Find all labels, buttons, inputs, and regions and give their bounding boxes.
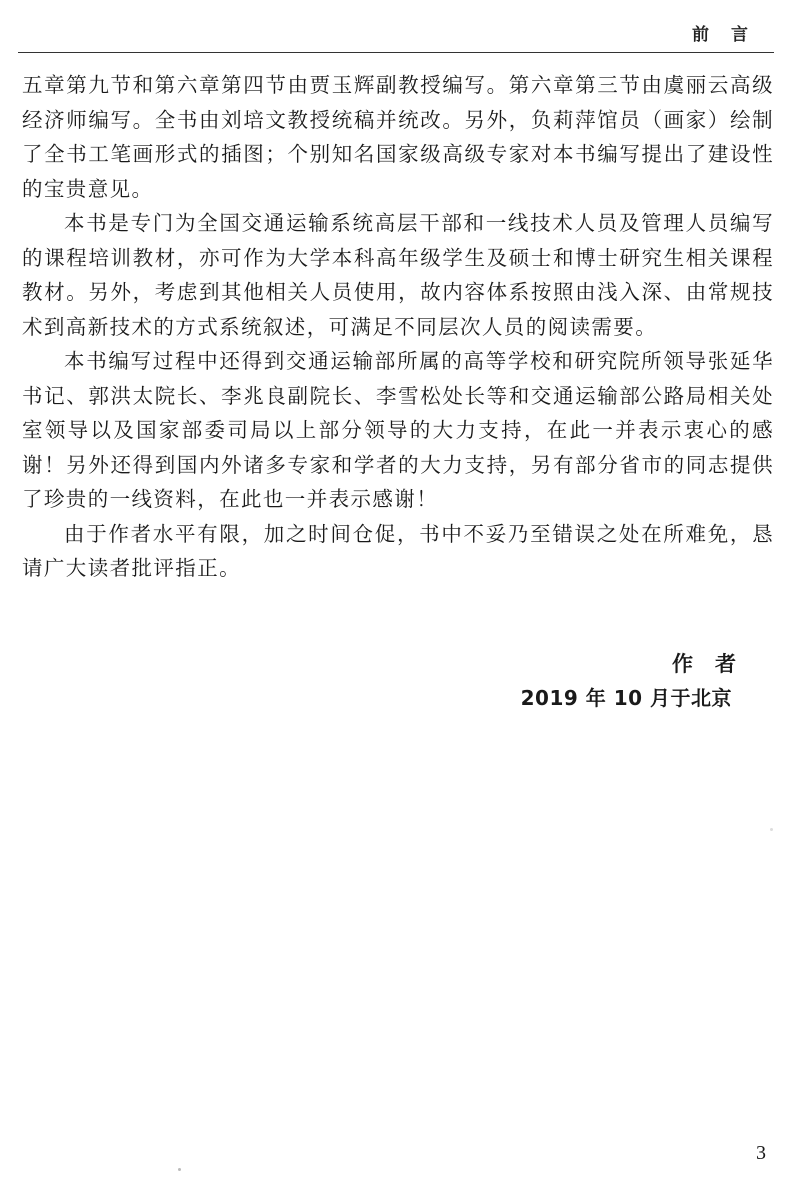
paragraph-acknowledgements: 本书编写过程中还得到交通运输部所属的高等学校和研究院所领导张延华书记、郭洪太院长、李兆良副院长、李雪松处长等和交通运输部公路局相关处室领导以及国家部委司局以上部分领导的大力支持，在此一并表示衷心的感谢！另外还得到国内外诸多专家和学者的大力支持，另有部分省市的同志提供了珍贵的一线资料，在此也一并表示感谢！ — [22, 349, 774, 511]
signature-author: 作者 — [672, 652, 758, 676]
paragraph-audience: 本书是专门为全国交通运输系统高层干部和一线技术人员及管理人员编写的课程培训教材，亦可作为大学本科高年级学生及硕士和博士研究生相关课程教材。另外，考虑到其他相关人员使用，故内容体系按照由浅入深、由常规技术到高新技术的方式系统叙述，可满足不同层次人员的阅读需要。 — [22, 211, 774, 339]
scan-speck — [178, 1168, 181, 1171]
running-header-title: 前言 — [692, 25, 770, 45]
scan-speck — [770, 828, 773, 831]
paragraph-disclaimer: 由于作者水平有限，加之时间仓促，书中不妥乃至错误之处在所难免，恳请广大读者批评指正。 — [22, 521, 774, 580]
paragraph-continuation: 五章第九节和第六章第四节由贾玉辉副教授编写。第六章第三节由虞丽云高级经济师编写。全书由刘培文教授统稿并统改。另外，负莉萍馆员（画家）绘制了全书工笔画形式的插图；个别知名国家级高级专家对本书编写提出了建设性的宝贵意见。 — [22, 73, 774, 201]
page-number: 3 — [756, 1142, 766, 1164]
preface-body — [22, 68, 774, 586]
signature-date: 2019 年 10 月于北京 — [520, 686, 732, 710]
header-divider — [18, 52, 774, 53]
